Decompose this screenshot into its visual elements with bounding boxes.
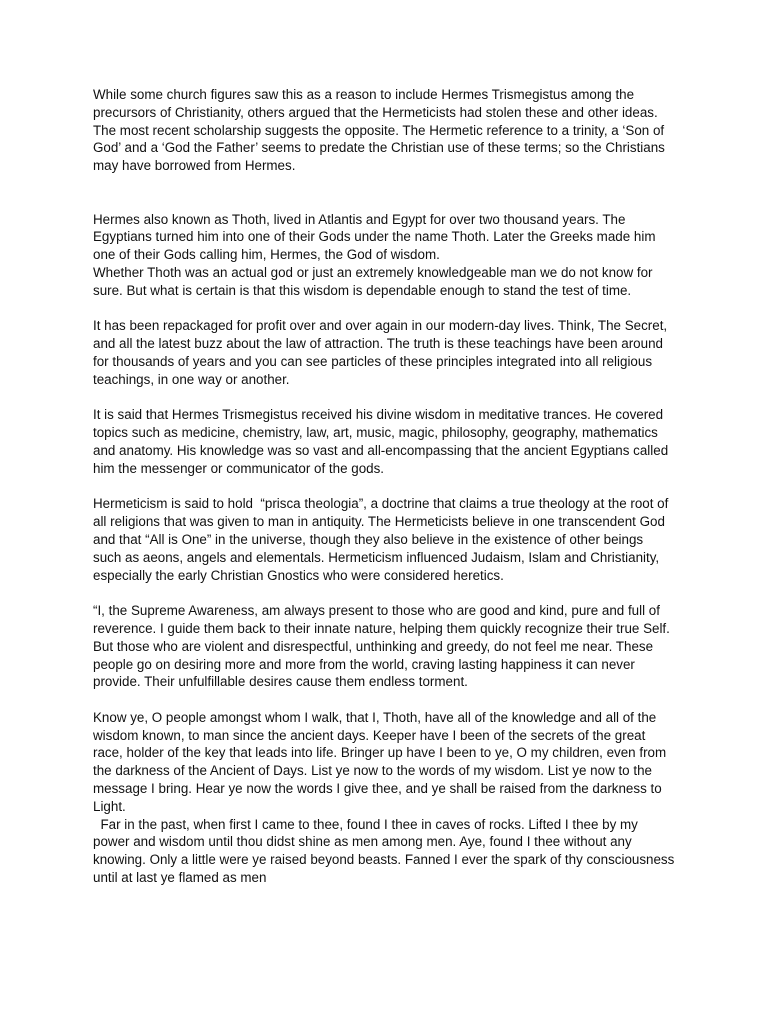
paragraph-supreme-awareness: “I, the Supreme Awareness, am always present to those who are good and kind, pure and full of reverence. I guide them back to their innate nature, helping them quickly recognize their true Self. But those who are violent and disrespectful, unthinking and greedy, do not feel me near. These people go on desiring more and more from the world, craving lasting happiness it can never provide. Their unfulfillable desires cause them endless torment. [93, 603, 674, 690]
paragraph-far-in-the-past: Far in the past, when first I came to thee, found I thee in caves of rocks. Lifted I thee by my power and wisdom until thou didst shine as men among men. Aye, found I thee without any knowing. Only a little were ye raised beyond beasts. Fanned I ever the spark of thy consciousness until at last ye flamed as men [93, 816, 679, 886]
paragraph-spacer [93, 584, 675, 602]
paragraph-thoth-wisdom: Whether Thoth was an actual god or just an extremely knowledgeable man we do not know for sure. But what is certain is that this wisdom is dependable enough to stand the test of time. [93, 264, 657, 298]
paragraph-spacer [93, 389, 675, 407]
paragraph-hermes-christianity: While some church figures saw this as a reason to include Hermes Trismegistus among the precursors of Christianity, others argued that the Hermeticists had stolen these and other ideas. The most recent scholarship suggests the opposite. The Hermetic reference to a trinity, a ‘Son of God’ and a ‘God the Father’ seems to predate the Christian use of these terms; so the Christians may have borrowed from Hermes. [93, 87, 669, 174]
paragraph-spacer [93, 300, 675, 318]
paragraph-prisca-theologia: Hermeticism is said to hold “prisca theologia”, a doctrine that claims a true theology at the root of all religions that was given to man in antiquity. The Hermeticists believe in one transcendent God and that “All is One” in the universe, though they also believe in the existence of other beings such as aeons, angels and elementals. Hermeticism influenced Judaism, Islam and Christianity, especially the early Christian Gnostics who were considered heretics. [93, 496, 673, 583]
paragraph-spacer [93, 478, 675, 496]
document-body [93, 86, 679, 887]
paragraph-spacer [93, 175, 675, 211]
paragraph-repackaged: It has been repackaged for profit over and over again in our modern-day lives. Think, The Secret, and all the latest buzz about the law of attraction. The truth is these teachings have been around for thousands of years and you can see particles of these principles integrated into all religious teachings, in one way or another. [93, 318, 671, 387]
paragraph-divine-wisdom: It is said that Hermes Trismegistus received his divine wisdom in meditative trances. He covered topics such as medicine, chemistry, law, art, music, magic, philosophy, geography, mathematics and anatomy. His knowledge was so vast and all-encompassing that the ancient Egyptians called him the messenger or communicator of the gods. [93, 407, 672, 476]
paragraph-know-ye: Know ye, O people amongst whom I walk, that I, Thoth, have all of the knowledge and all of the wisdom known, to man since the ancient days. Keeper have I been of the secrets of the great race, holder of the key that leads into life. Bringer up have I been to ye, O my children, even from the darkness of the Ancient of Days. List ye now to the words of my wisdom. List ye now to the message I bring. Hear ye now the words I give thee, and ye shall be raised from the darkness to Light. [93, 709, 670, 814]
paragraph-hermes-thoth: Hermes also known as Thoth, lived in Atlantis and Egypt for over two thousand years. The Egyptians turned him into one of their Gods under the name Thoth. Later the Greeks made him one of their Gods calling him, Hermes, the God of wisdom. [93, 211, 660, 263]
paragraph-spacer [93, 691, 675, 709]
